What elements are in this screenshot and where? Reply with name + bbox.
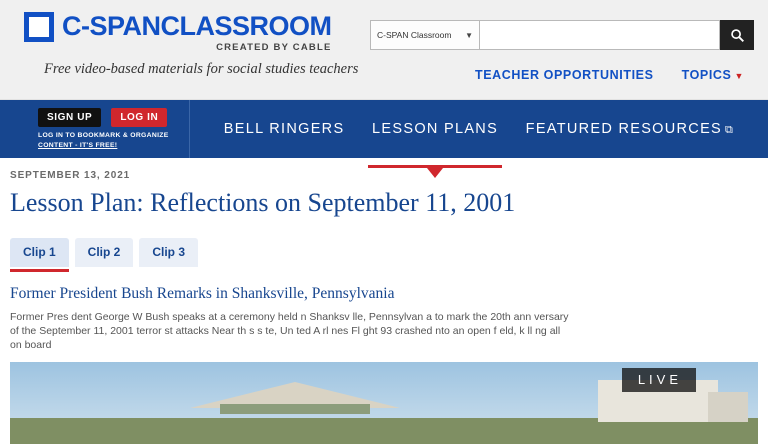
account-note-line2[interactable]: CONTENT - IT'S FREE! — [38, 141, 118, 149]
nav-item-label: FEATURED RESOURCES — [525, 121, 723, 137]
nav-item-featured-resources[interactable] — [522, 103, 739, 155]
logo-wordmark — [62, 12, 332, 40]
chevron-down-icon: ▼ — [465, 30, 473, 40]
logo-text-classroom: CLASSROOM — [160, 11, 332, 41]
nav-account-area — [0, 100, 190, 158]
site-tagline: Free video-based materials for social studies teachers — [44, 61, 359, 77]
search-scope-select[interactable] — [370, 20, 480, 50]
nav-item-label: BELL RINGERS — [223, 121, 345, 137]
external-link-icon: ⧉ — [725, 124, 735, 136]
account-buttons — [38, 108, 189, 127]
sign-up-button[interactable]: SIGN UP — [38, 108, 101, 127]
main-content — [0, 158, 768, 444]
tab-label: Clip 1 — [23, 245, 56, 259]
search-input[interactable] — [480, 20, 720, 50]
tab-clip-1[interactable] — [10, 238, 69, 267]
search-button[interactable] — [720, 20, 754, 50]
page-title: Lesson Plan: Reflections on September 11, 2001 — [10, 188, 516, 217]
clip-description: Former Pres dent George W Bush speaks at a ceremony held n Shanksv lle, Pennsylvan a to mark the 20th ann versary of the September 11, 2001 terror st attacks Near th s s te, Un ted A rl nes Fl ght 93 crashed nto an open f eld, k ll ng all on board — [10, 311, 569, 351]
logo-block[interactable] — [62, 12, 332, 53]
account-note — [38, 131, 178, 151]
chevron-down-icon: ▼ — [734, 71, 744, 81]
account-note-line1: LOG IN TO BOOKMARK & ORGANIZE — [38, 131, 169, 139]
video-building-far-right — [708, 392, 748, 422]
tab-clip-3[interactable] — [139, 238, 198, 267]
link-topics-label: TOPICS — [681, 68, 732, 82]
live-badge: LIVE — [622, 368, 696, 392]
search-area — [370, 20, 754, 50]
clip-tabs — [10, 238, 758, 267]
log-in-button[interactable]: LOG IN — [111, 108, 167, 127]
clip-title[interactable]: Former President Bush Remarks in Shanksville, Pennsylvania — [10, 285, 395, 302]
nav-item-lesson-plans[interactable] — [368, 103, 502, 155]
video-pavilion — [190, 384, 400, 424]
video-pavilion-base — [220, 404, 370, 414]
header-links — [475, 68, 744, 82]
nav-item-label: LESSON PLANS — [372, 121, 499, 137]
nav-item-bell-ringers[interactable] — [220, 103, 349, 155]
site-header — [0, 0, 768, 100]
tab-label: Clip 2 — [87, 245, 121, 259]
link-topics[interactable] — [682, 68, 744, 82]
tab-label: Clip 3 — [152, 245, 186, 259]
search-scope-value: C-SPAN Classroom — [377, 30, 452, 40]
search-icon — [730, 28, 745, 43]
tab-clip-2[interactable] — [75, 238, 134, 267]
created-by-cable-text: CREATED BY CABLE — [216, 42, 332, 53]
logo-text-cspan: C-SPAN — [62, 11, 161, 41]
square-logo-icon — [24, 12, 54, 42]
publish-date: SEPTEMBER 13, 2021 — [10, 170, 131, 181]
nav-items — [190, 100, 768, 158]
main-navbar — [0, 100, 768, 158]
link-teacher-opportunities[interactable]: TEACHER OPPORTUNITIES — [474, 68, 654, 82]
